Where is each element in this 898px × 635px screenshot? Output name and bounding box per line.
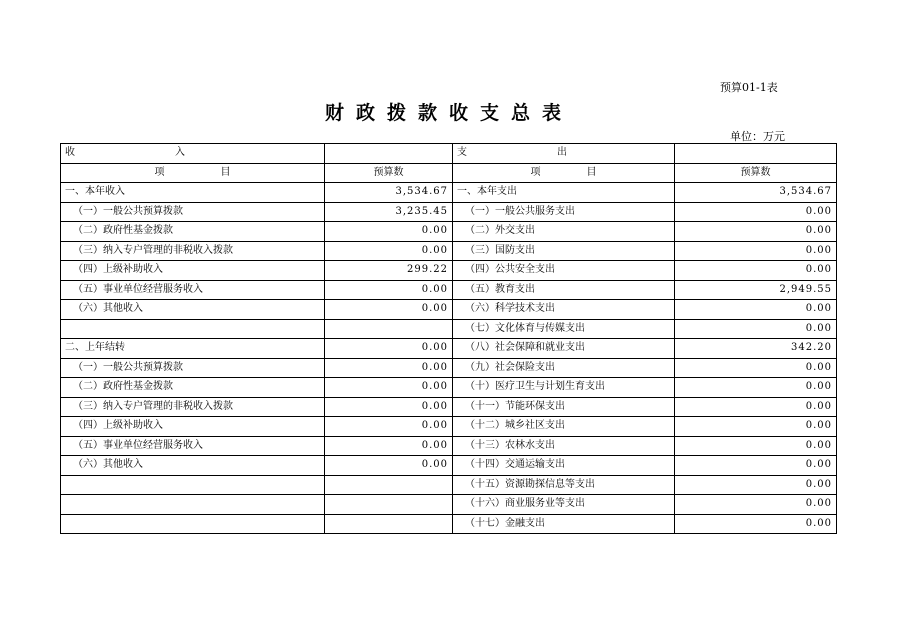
income-item-cell: （四）上级补助收入 xyxy=(61,261,325,281)
expense-item-cell: （十七）金融支出 xyxy=(453,514,675,534)
income-amount-cell: 3,534.67 xyxy=(325,183,453,203)
item-header-char-a: 项 xyxy=(154,166,165,178)
table-row xyxy=(61,436,837,456)
income-item-cell: （三）纳入专户管理的非税收入拨款 xyxy=(61,241,325,261)
table-row xyxy=(61,514,837,534)
income-amount-cell: 0.00 xyxy=(325,241,453,261)
item2-header-char-a: 项 xyxy=(530,166,541,178)
income-amount-cell: 299.22 xyxy=(325,261,453,281)
income-amount-cell xyxy=(325,495,453,515)
expense-amount-cell: 0.00 xyxy=(675,319,837,339)
income-amount-cell: 0.00 xyxy=(325,222,453,242)
income-budget-header: 预算数 xyxy=(325,163,453,183)
table-row xyxy=(61,358,837,378)
income-item-cell: （二）政府性基金拨款 xyxy=(61,378,325,398)
income-item-cell: 二、上年结转 xyxy=(61,339,325,359)
income-header-char-a: 收 xyxy=(65,147,75,159)
table-row xyxy=(61,183,837,203)
income-header-blank xyxy=(325,144,453,164)
table-row xyxy=(61,202,837,222)
income-header-char-b: 入 xyxy=(175,147,185,159)
item2-header-char-b: 目 xyxy=(586,166,597,178)
income-amount-cell: 0.00 xyxy=(325,397,453,417)
expense-item-cell: （十）医疗卫生与计划生育支出 xyxy=(453,378,675,398)
table-row xyxy=(61,241,837,261)
expense-amount-cell: 0.00 xyxy=(675,222,837,242)
expense-item-cell: （八）社会保障和就业支出 xyxy=(453,339,675,359)
table-row xyxy=(61,378,837,398)
table-row xyxy=(61,261,837,281)
table-row xyxy=(61,300,837,320)
income-item-cell xyxy=(61,475,325,495)
column-header-row xyxy=(61,163,837,183)
expense-amount-cell: 3,534.67 xyxy=(675,183,837,203)
income-item-cell: （五）事业单位经营服务收入 xyxy=(61,436,325,456)
income-item-cell: （二）政府性基金拨款 xyxy=(61,222,325,242)
income-item-cell xyxy=(61,495,325,515)
expense-amount-cell: 0.00 xyxy=(675,378,837,398)
table-row xyxy=(61,222,837,242)
expense-amount-cell: 0.00 xyxy=(675,261,837,281)
item-header-char-b: 目 xyxy=(220,166,231,178)
expense-amount-cell: 0.00 xyxy=(675,300,837,320)
income-amount-cell: 3,235.45 xyxy=(325,202,453,222)
expense-amount-cell: 2,949.55 xyxy=(675,280,837,300)
expense-section-header xyxy=(453,144,675,164)
expense-amount-cell: 0.00 xyxy=(675,358,837,378)
expense-header-char-b: 出 xyxy=(557,147,567,159)
page-title: 财政拨款收支总表 xyxy=(324,102,573,124)
expense-amount-cell: 0.00 xyxy=(675,417,837,437)
income-amount-cell: 0.00 xyxy=(325,339,453,359)
income-item-cell: （六）其他收入 xyxy=(61,456,325,476)
expense-amount-cell: 0.00 xyxy=(675,202,837,222)
expense-item-cell: （四）公共安全支出 xyxy=(453,261,675,281)
section-header-row xyxy=(61,144,837,164)
expense-amount-cell: 0.00 xyxy=(675,514,837,534)
income-item-header xyxy=(61,163,325,183)
table-row xyxy=(61,319,837,339)
expense-item-header xyxy=(453,163,675,183)
income-amount-cell xyxy=(325,319,453,339)
expense-item-cell: （十五）资源勘探信息等支出 xyxy=(453,475,675,495)
income-item-cell xyxy=(61,319,325,339)
income-amount-cell: 0.00 xyxy=(325,378,453,398)
expense-item-cell: （七）文化体育与传媒支出 xyxy=(453,319,675,339)
expense-amount-cell: 0.00 xyxy=(675,475,837,495)
expense-amount-cell: 342.20 xyxy=(675,339,837,359)
expense-item-cell: （三）国防支出 xyxy=(453,241,675,261)
income-amount-cell xyxy=(325,514,453,534)
expense-item-cell: （一）一般公共服务支出 xyxy=(453,202,675,222)
income-amount-cell: 0.00 xyxy=(325,417,453,437)
income-amount-cell: 0.00 xyxy=(325,280,453,300)
expense-amount-cell: 0.00 xyxy=(675,241,837,261)
table-row xyxy=(61,456,837,476)
form-number: 预算01-1表 xyxy=(720,81,778,94)
budget-table-body xyxy=(61,144,837,534)
expense-item-cell: （十一）节能环保支出 xyxy=(453,397,675,417)
expense-item-cell: （十二）城乡社区支出 xyxy=(453,417,675,437)
income-item-cell: （三）纳入专户管理的非税收入拨款 xyxy=(61,397,325,417)
expense-budget-header: 预算数 xyxy=(675,163,837,183)
unit-label: 单位：万元 xyxy=(730,130,785,143)
expense-item-cell: （二）外交支出 xyxy=(453,222,675,242)
income-item-cell: （六）其他收入 xyxy=(61,300,325,320)
expense-item-cell: （六）科学技术支出 xyxy=(453,300,675,320)
income-amount-cell xyxy=(325,475,453,495)
income-item-cell: （一）一般公共预算拨款 xyxy=(61,202,325,222)
expense-header-blank xyxy=(675,144,837,164)
table-row xyxy=(61,280,837,300)
income-item-cell xyxy=(61,514,325,534)
expense-item-cell: （十四）交通运输支出 xyxy=(453,456,675,476)
income-item-cell: （一）一般公共预算拨款 xyxy=(61,358,325,378)
expense-amount-cell: 0.00 xyxy=(675,397,837,417)
income-amount-cell: 0.00 xyxy=(325,456,453,476)
expense-item-cell: （九）社会保险支出 xyxy=(453,358,675,378)
budget-table xyxy=(60,143,837,534)
table-row xyxy=(61,495,837,515)
income-amount-cell: 0.00 xyxy=(325,436,453,456)
expense-header-char-a: 支 xyxy=(457,147,467,159)
table-row xyxy=(61,397,837,417)
table-row xyxy=(61,339,837,359)
expense-item-cell: （十三）农林水支出 xyxy=(453,436,675,456)
table-row xyxy=(61,475,837,495)
income-item-cell: （四）上级补助收入 xyxy=(61,417,325,437)
table-row xyxy=(61,417,837,437)
expense-amount-cell: 0.00 xyxy=(675,456,837,476)
expense-item-cell: （五）教育支出 xyxy=(453,280,675,300)
income-amount-cell: 0.00 xyxy=(325,300,453,320)
expense-amount-cell: 0.00 xyxy=(675,436,837,456)
expense-item-cell: 一、本年支出 xyxy=(453,183,675,203)
expense-amount-cell: 0.00 xyxy=(675,495,837,515)
income-section-header xyxy=(61,144,325,164)
income-item-cell: 一、本年收入 xyxy=(61,183,325,203)
income-amount-cell: 0.00 xyxy=(325,358,453,378)
expense-item-cell: （十六）商业服务业等支出 xyxy=(453,495,675,515)
income-item-cell: （五）事业单位经营服务收入 xyxy=(61,280,325,300)
